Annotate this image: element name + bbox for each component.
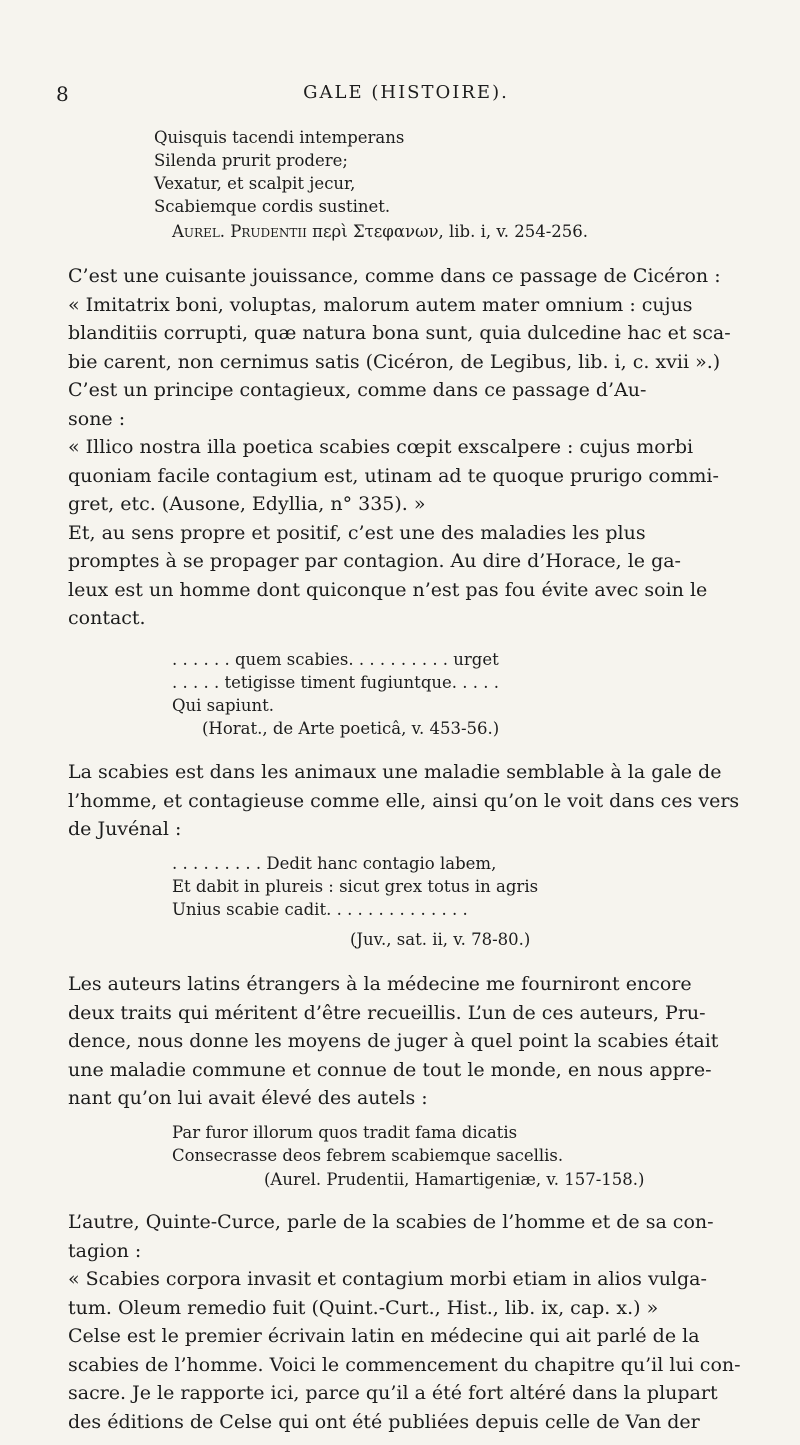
text-line: C’est un principe contagieux, comme dans ce passage d’Au- xyxy=(68,379,647,401)
text-line: tum. Oleum remedio fuit (Quint.-Curt., Hist., lib. ix, cap. x.) » xyxy=(68,1296,659,1319)
verse-line: Consecrasse deos febrem scabiemque sacellis. xyxy=(172,1146,564,1165)
text-line: Et, au sens propre et positif, c’est une des maladies les plus xyxy=(68,521,646,544)
verse-line: Unius scabie cadit. . . . . . . . . . . . . . xyxy=(172,900,468,919)
text-line: « Imitatrix boni, voluptas, malorum autem mater omnium : cujus xyxy=(68,293,693,316)
verse-line: Quisquis tacendi intemperans xyxy=(154,128,405,147)
text-line: quoniam facile contagium est, utinam ad te quoque prurigo commi- xyxy=(68,464,719,487)
verse-quote-horace xyxy=(172,648,499,717)
text-line: contact. xyxy=(68,607,146,629)
text-line: une maladie commune et connue de tout le monde, en nous appre- xyxy=(68,1058,712,1081)
citation-hamartigenia: (Aurel. Prudentii, Hamartigeniæ, v. 157-158.) xyxy=(264,1170,645,1189)
paragraph-scabies-animals xyxy=(68,758,756,844)
text-line: « Illico nostra illa poetica scabies cœpit exscalpere : cujus morbi xyxy=(68,436,694,458)
verse-line: . . . . . . . . . Dedit hanc contagio labem, xyxy=(172,854,497,873)
text-line: dence, nous donne les moyens de juger à quel point la scabies était xyxy=(68,1030,719,1052)
text-line: blanditiis corrupti, quæ natura bona sunt, quia dulcedine hac et sca- xyxy=(68,322,731,344)
text-line: l’homme, et contagieuse comme elle, ainsi qu’on le voit dans ces vers xyxy=(68,789,740,812)
citation-source: περὶ Στεφανων, lib. i, v. 254-256. xyxy=(306,222,589,241)
text-line: scabies de l’homme. Voici le commencement du chapitre qu’il lui con- xyxy=(68,1353,741,1376)
text-line: leux est un homme dont quiconque n’est pas fou évite avec soin le xyxy=(68,578,708,601)
text-line: La scabies est dans les animaux une maladie semblable à la gale de xyxy=(68,761,722,783)
verse-quote-juvenal xyxy=(172,852,538,921)
citation-juvenal: (Juv., sat. ii, v. 78-80.) xyxy=(350,930,531,949)
citation-horace: (Horat., de Arte poeticâ, v. 453-56.) xyxy=(202,719,500,738)
text-line: des éditions de Celse qui ont été publiées depuis celle de Van der xyxy=(68,1410,700,1433)
paragraph-quinte-curce-celse xyxy=(68,1208,756,1436)
text-line: C’est une cuisante jouissance, comme dans ce passage de Cicéron : xyxy=(68,265,721,287)
text-line: gret, etc. (Ausone, Edyllia, n° 335). » xyxy=(68,493,426,515)
citation-prudentius xyxy=(172,222,588,241)
verse-line: Scabiemque cordis sustinet. xyxy=(154,197,391,216)
verse-line: . . . . . tetigisse timent fugiuntque. . . . . xyxy=(172,673,499,692)
text-line: de Juvénal : xyxy=(68,818,182,840)
text-line: Celse est le premier écrivain latin en médecine qui ait parlé de la xyxy=(68,1325,700,1347)
verse-quote-hamartigenia xyxy=(172,1121,563,1167)
text-line: L’autre, Quinte-Curce, parle de la scabies de l’homme et de sa con- xyxy=(68,1211,714,1233)
text-line: Les auteurs latins étrangers à la médecine me fourniront encore xyxy=(68,973,692,995)
paragraph-latin-authors xyxy=(68,970,756,1113)
text-line: « Scabies corpora invasit et contagium morbi etiam in alios vulga- xyxy=(68,1268,707,1290)
verse-line: Qui sapiunt. xyxy=(172,696,274,715)
running-head: GALE (HISTOIRE). xyxy=(303,82,509,103)
text-line: sone : xyxy=(68,407,126,430)
text-line: sacre. Je le rapporte ici, parce qu’il a été fort altéré dans la plupart xyxy=(68,1382,718,1404)
text-line: deux traits qui méritent d’être recueillis. L’un de ces auteurs, Pru- xyxy=(68,1001,706,1024)
paragraph-cicero-ausone xyxy=(68,262,756,633)
citation-author: Aurel. Prudentii xyxy=(172,222,307,241)
page-header xyxy=(56,82,756,116)
verse-line: Par furor illorum quos tradit fama dicatis xyxy=(172,1123,518,1142)
verse-line: Vexatur, et scalpit jecur, xyxy=(154,174,356,193)
text-line: nant qu’on lui avait élevé des autels : xyxy=(68,1087,428,1109)
text-line: promptes à se propager par contagion. Au dire d’Horace, le ga- xyxy=(68,550,681,572)
verse-line: Et dabit in plureis : sicut grex totus in agris xyxy=(172,877,539,896)
verse-quote-prudentius xyxy=(154,126,404,218)
verse-line: Silenda prurit prodere; xyxy=(154,151,348,170)
verse-line: . . . . . . quem scabies. . . . . . . . . . urget xyxy=(172,650,499,669)
text-line: tagion : xyxy=(68,1239,142,1262)
page-number: 8 xyxy=(56,82,69,106)
text-line: bie carent, non cernimus satis (Cicéron, de Legibus, lib. i, c. xvii ».) xyxy=(68,350,721,373)
